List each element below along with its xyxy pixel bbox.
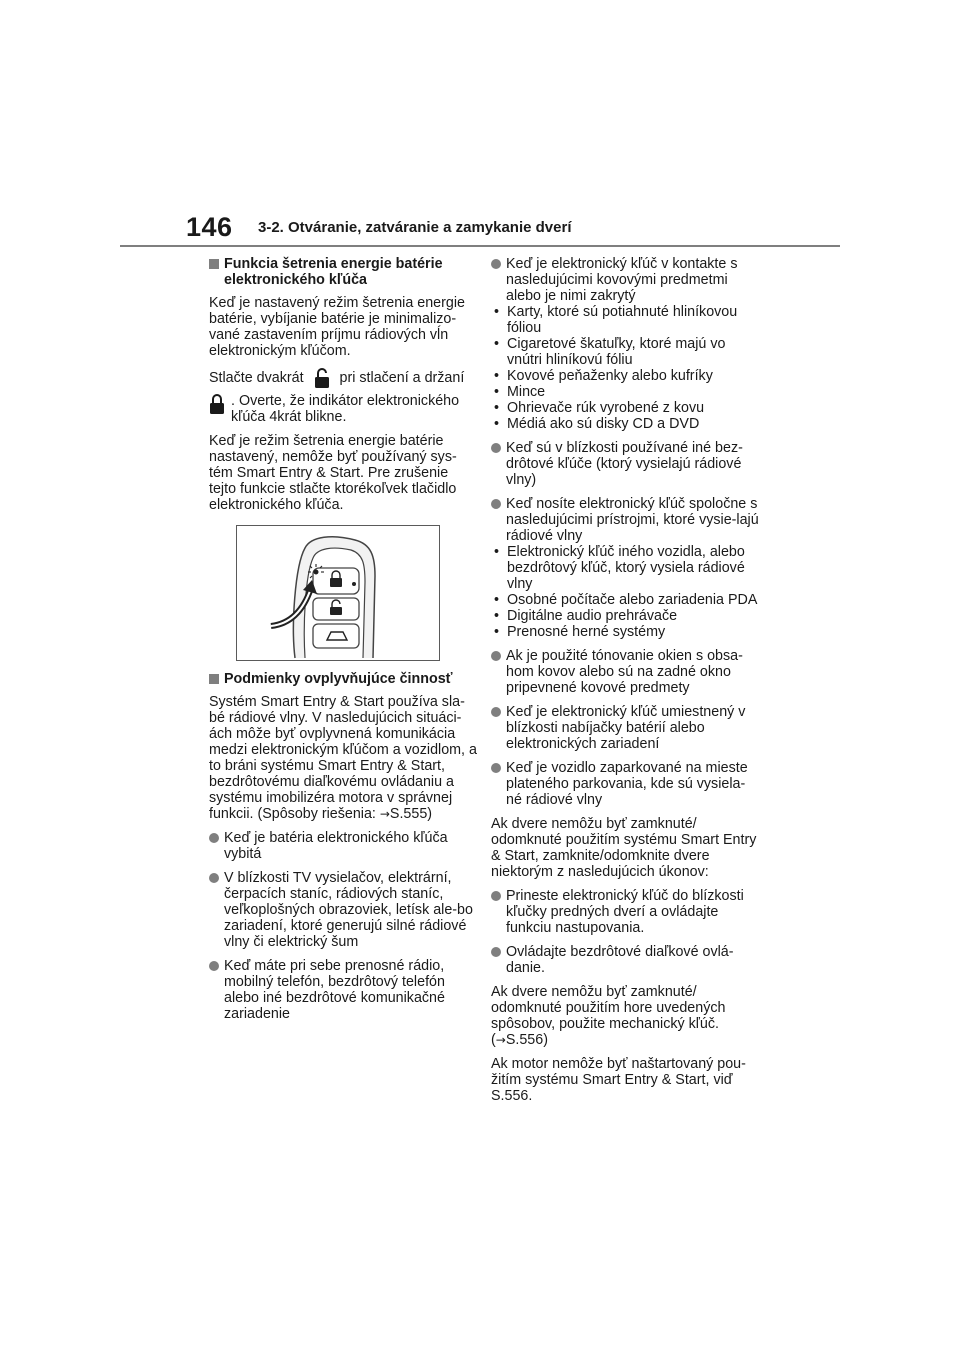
sublist-item: • Médiá ako sú disky CD a DVD	[491, 416, 759, 432]
paragraph: Keď je režim šetrenia energie batérie nastavený, nemôže byť používaný sys-tém Smart Entry & Start. Pre zrušenie tejto funkcie stlačte ktorékoľvek tlačidlo elektronického kľúča.	[209, 433, 457, 513]
sublist-item: • Prenosné herné systémy	[491, 624, 759, 640]
heading-battery-saving	[209, 256, 477, 288]
list-item	[491, 256, 759, 432]
list-item-text: Keď je vozidlo zaparkované na mieste plateného parkovania, kde sú vysiela-né rádiové vlny	[506, 760, 748, 808]
heading-text: Podmienky ovplyvňujúce činnosť	[224, 671, 453, 687]
press-text-after: pri stlačení a držaní	[339, 369, 465, 386]
sublist-item: • Digitálne audio prehrávače	[491, 608, 759, 624]
bullet-icon	[491, 763, 501, 773]
paragraph: Ak dvere nemôžu byť zamknuté/ odomknuté použitím systému Smart Entry & Start, zamknite/odomknite dvere niektorým z nasledujúcich úkonov:	[491, 816, 757, 880]
arrow-icon: →	[495, 1033, 506, 1047]
paragraph: Keď je nastavený režim šetrenia energie batérie, vybíjanie batérie je minimalizo-vané zastavením príjmu rádiových vĺn elektronickým kľúčom.	[209, 295, 465, 359]
sublist-item: • Elektronický kľúč iného vozidla, alebo bezdrôtový kľúč, ktorý vysiela rádiové vlny	[491, 544, 759, 592]
list-item-text: Keď je elektronický kľúč v kontakte s nasledujúcimi kovovými predmetmi alebo je nimi zakrytý	[506, 256, 738, 304]
sublist-item: • Cigaretové škatuľky, ktoré majú vo vnútri hliníkovú fóliu	[491, 336, 759, 368]
bullet-icon	[491, 651, 501, 661]
sublist-item: • Karty, ktoré sú potiahnuté hliníkovou fóliou	[491, 304, 759, 336]
paragraph-press-instructions	[209, 367, 477, 389]
page-reference-link[interactable]: S.556)	[505, 1032, 548, 1048]
list-item	[491, 648, 759, 696]
heading-conditions	[209, 671, 477, 687]
sublist-item: • Kovové peňaženky alebo kufríky	[491, 368, 759, 384]
list-item	[491, 760, 759, 808]
bullet-icon	[491, 259, 501, 269]
section-title: 3-2. Otváranie, zatváranie a zamykanie dverí	[258, 219, 572, 236]
unlock-icon	[314, 367, 330, 389]
bullet-icon	[491, 443, 501, 453]
sublist-item: • Osobné počítače alebo zariadenia PDA	[491, 592, 759, 608]
page-number: 146	[186, 212, 233, 242]
list-item	[209, 870, 477, 950]
key-illustration	[236, 525, 440, 661]
bullet-icon	[491, 891, 501, 901]
paragraph-text: Ak dvere nemôžu byť zamknuté/ odomknuté použitím hore uvedených spôsobov, použite mechanický kľúč. (	[491, 984, 726, 1048]
list-item-text: Ak je použité tónovanie okien s obsa-hom kovov alebo sú na zadné okno pripevnené kovové predmety	[506, 648, 743, 696]
page-reference-link[interactable]: S.555)	[389, 806, 433, 822]
list-item-text: Prineste elektronický kľúč do blízkosti kľučky predných dverí a ovládajte funkciu nastupovania.	[506, 888, 744, 936]
press-text: Stlačte dvakrát	[209, 369, 304, 386]
bullet-icon	[209, 873, 219, 883]
square-marker-icon	[209, 259, 219, 269]
bullet-icon	[491, 499, 501, 509]
left-column	[209, 256, 477, 1030]
list-item-text: Ovládajte bezdrôtové diaľkové ovlá-danie.	[506, 944, 734, 976]
list-item-text: Keď nosíte elektronický kľúč spoločne s nasledujúcimi prístrojmi, ktoré vysie-lajú rádiové vlny	[506, 496, 759, 544]
paragraph-text: Systém Smart Entry & Start používa sla-bé rádiové vlny. V nasledujúcich situáci-ách môže byť ovplyvnená komunikácia medzi elektronickým kľúčom a vozidlom, a to bráni systému Smart Entry & Start, bezdrôtovému diaľkovému ovládaniu a systému imobilizéra motora v správnej funkcii. (Spôsoby riešenia:	[209, 694, 477, 822]
list-item-text: V blízkosti TV vysielačov, elektrární, čerpacích staníc, rádiových staníc, veľkoplošných obrazoviek, letísk ale-bo zariadení, ktoré generujú silné rádiové vlny či elektrický šum	[224, 870, 473, 950]
right-column	[491, 256, 759, 1112]
list-item	[209, 830, 477, 862]
list-item	[491, 704, 759, 752]
lock-icon	[209, 393, 225, 415]
list-item-text: Keď je elektronický kľúč umiestnený v blízkosti nabíjačky batérií alebo elektronických zariadení	[506, 704, 746, 752]
list-item-text: Keď sú v blízkosti používané iné bez-drôtové kľúče (ktorý vysielajú rádiové vlny)	[506, 440, 743, 488]
paragraph: Ak motor nemôže byť naštartovaný pou-žitím systému Smart Entry & Start, viď S.556.	[491, 1056, 746, 1104]
list-item	[491, 440, 759, 488]
list-item	[491, 888, 759, 936]
bullet-icon	[209, 961, 219, 971]
square-marker-icon	[209, 674, 219, 684]
list-item	[491, 944, 759, 976]
paragraph-indicator	[209, 393, 477, 425]
bullet-icon	[491, 707, 501, 717]
list-item-text: Keď máte pri sebe prenosné rádio, mobilný telefón, bezdrôtový telefón alebo iné bezdrôtové komunikačné zariadenie	[224, 958, 445, 1022]
sublist-item: • Ohrievače rúk vyrobené z kovu	[491, 400, 759, 416]
paragraph-mechanical-key	[491, 984, 759, 1048]
electronic-key-illustration	[237, 526, 439, 660]
sublist	[491, 304, 759, 432]
list-item	[491, 496, 759, 640]
paragraph-conditions	[209, 694, 477, 822]
bullet-icon	[491, 947, 501, 957]
indicator-text: . Overte, že indikátor elektronického kľúča 4krát blikne.	[231, 393, 460, 425]
sublist	[491, 544, 759, 640]
arrow-icon: →	[379, 807, 390, 821]
list-item	[209, 958, 477, 1022]
bullet-icon	[209, 833, 219, 843]
list-item-text: Keď je batéria elektronického kľúča vybitá	[224, 830, 448, 862]
heading-text: Funkcia šetrenia energie batérie elektronického kľúča	[224, 256, 443, 288]
header-divider	[120, 245, 840, 247]
sublist-item: • Mince	[491, 384, 759, 400]
